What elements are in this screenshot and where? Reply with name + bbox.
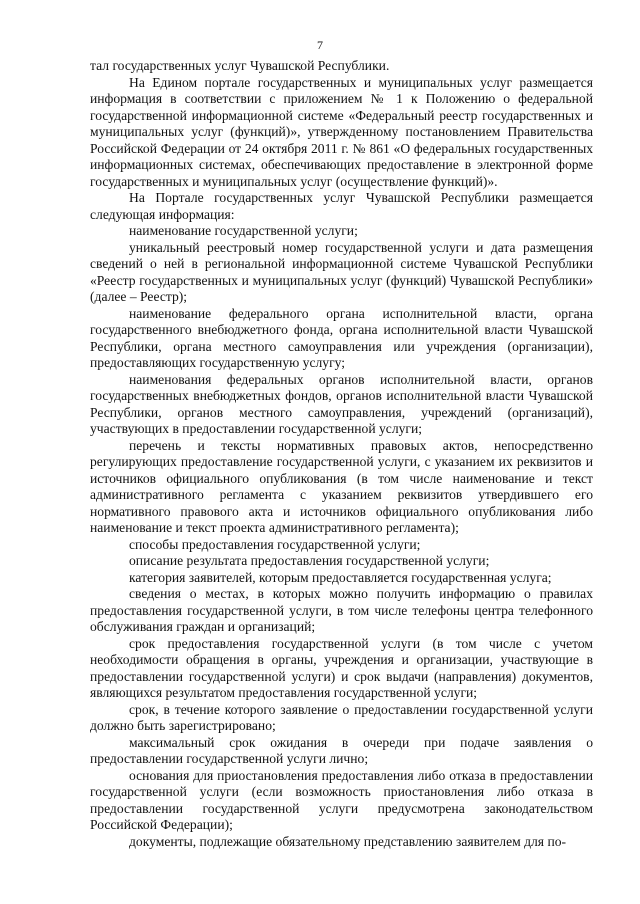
list-item-provision-term: срок предоставления государственной услуги (в том числе с учетом необходимости обращения в органы, учреждения и организации, участвующие в предоставлении государственной услуги) и срок выдачи (направления) документов, являющихся результатом предоставления государственной услуги;: [90, 635, 593, 700]
list-item-required-documents: документы, подлежащие обязательному представлению заявителем для по-: [129, 833, 567, 849]
list-item-registration-term: срок, в течение которого заявление о предоставлении государственной услуги должно быть зарегистрировано;: [90, 701, 593, 733]
page-number: 7: [317, 38, 323, 52]
list-item-registry-number: уникальный реестровый номер государственной услуги и дата размещения сведений о ней в региональной информационной системе Чувашской Республики «Реестр государственных и муниципальных услуг (функций) Чувашской Республики» (далее – Реестр);: [90, 239, 593, 304]
paragraph-continuation: тал государственных услуг Чувашской Республики.: [90, 58, 390, 73]
list-item-service-name: наименование государственной услуги;: [129, 223, 358, 238]
list-item-suspension-grounds: основания для приостановления предоставления либо отказа в предоставлении государственной услуги (если возможность приостановления либо отказа в предоставлении государственной услуги предусмотрена законодательством Российской Федерации);: [90, 767, 593, 832]
paragraph-regional-portal-intro: На Портале государственных услуг Чувашской Республики размещается следующая информация:: [90, 190, 593, 222]
list-item-information-places: сведения о местах, в которых можно получить информацию о правилах предоставления государственной услуги, в том числе телефоны центра телефонного обслуживания граждан и организаций;: [90, 586, 593, 634]
list-item-result-description: описание результата предоставления государственной услуги;: [129, 553, 490, 568]
list-item-providing-authority: наименование федерального органа исполнительной власти, органа государственного внебюджетного фонда, органа исполнительной власти Чувашской Республики, органа местного самоуправления или учреждения (организации), предоставляющих государственную услугу;: [90, 305, 593, 370]
list-item-applicant-category: категория заявителей, которым предоставляется государственная услуга;: [129, 569, 552, 585]
list-item-participating-authorities: наименования федеральных органов исполнительной власти, органов государственных внебюджетных фондов, органов исполнительной власти Чувашской Республики, органов местного самоуправления, учреждений (организаций), участвующих в предоставлении государственной услуги;: [90, 371, 593, 436]
list-item-provision-methods: способы предоставления государственной услуги;: [129, 536, 421, 552]
paragraph-unified-portal-info: На Едином портале государственных и муниципальных услуг размещается информация в соответствии с приложением № 1 к Положению о федеральной государственной информационной системе «Федеральный реестр государственных и муниципальных услуг (функций)», утвержденному постановлением Правительства Российской Федерации от 24 октября 2011 г. № 861 «О федеральных государственных информационных системах, обеспечивающих предоставление в электронной форме государственных и муниципальных услуг (осуществление функций)».: [90, 74, 593, 189]
list-item-legal-acts: перечень и тексты нормативных правовых актов, непосредственно регулирующих предоставление государственной услуги, с указанием их реквизитов и источников официального опубликования (в том числе наименование и текст административного регламента с указанием реквизитов утвердившего его нормативного правового акта и источников официального опубликования либо наименование и текст проекта административного регламента);: [90, 437, 593, 535]
list-item-queue-waiting-time: максимальный срок ожидания в очереди при подаче заявления о предоставлении государственной услуги лично;: [90, 734, 593, 766]
body-text: [90, 58, 593, 850]
